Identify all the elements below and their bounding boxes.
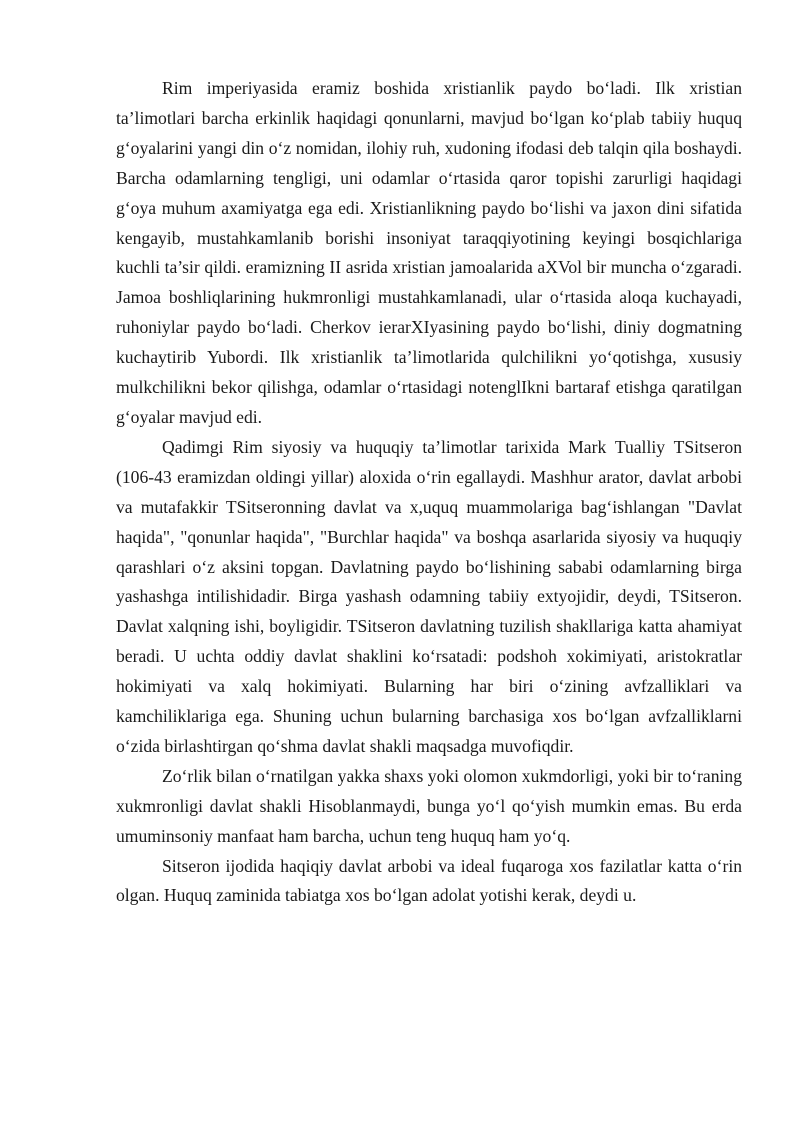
paragraph-cicero: Qadimgi Rim siyosiy va huquqiy ta’limotlar tarixida Mark Tualliy TSitseron (106-43 eramizdan oldingi yillar) aloxida o‘rin egallaydi. Mashhur arator, davlat arbobi va mutafakkir TSitseronning davlat va x,uquq muammolariga bag‘ishlangan "Davlat haqida", "qonunlar haqida", "Burchlar haqida" va boshqa asarlarida siyosiy va huquqiy qarashlari o‘z aksini topgan. Davlatning paydo bo‘lishining sababi odamlarning birga yashashga intilishidadir. Birga yashash odamning tabiiy extyojidir, deydi, TSitseron. Davlat xalqning ishi, boyligidir. TSitseron davlatning tuzilish shakllariga katta ahamiyat beradi. U uchta oddiy davlat shaklini ko‘rsatadi: podshoh xokimiyati, aristokratlar hokimiyati va xalq hokimiyati. Bularning har biri o‘zining avfzalliklari va kamchiliklariga ega. Shuning uchun bularning barchasiga xos bo‘lgan avfzalliklarni o‘zida birlashtirgan qo‘shma davlat shakli maqsadga muvofiqdir. (116, 436, 742, 756)
document-body (116, 74, 742, 911)
paragraph-tyranny: Zo‘rlik bilan o‘rnatilgan yakka shaxs yoki olomon xukmdorligi, yoki bir to‘raning xukmronligi davlat shakli Hisoblanmaydi, bunga yo‘l qo‘yish mumkin emas. Bu erda umuminsoniy manfaat ham barcha, uchun teng huquq ham yo‘q. (116, 765, 742, 846)
paragraph-ideal-citizen: Sitseron ijodida haqiqiy davlat arbobi va ideal fuqaroga xos fazilatlar katta o‘rin olgan. Huquq zaminida tabiatga xos bo‘lgan adolat yotishi kerak, deydi u. (116, 855, 742, 906)
paragraph-christianity: Rim imperiyasida eramiz boshida xristianlik paydo bo‘ladi. Ilk xristian ta’limotlari barcha erkinlik haqidagi qonunlarni, mavjud bo‘lgan ko‘plab tabiiy huquq g‘oyalarini yangi din o‘z nomidan, ilohiy ruh, xudoning ifodasi deb talqin qila boshaydi. Barcha odamlarning tengligi, uni odamlar o‘rtasida qaror topishi zarurligi haqidagi g‘oya muhum axamiyatga ega edi. Xristianlikning paydo bo‘lishi va jaxon dini sifatida kengayib, mustahkamlanib borishi insoniyat taraqqiyotining keyingi bosqichlariga kuchli ta’sir qildi. eramizning II asrida xristian jamoalarida aXVol bir muncha o‘zgaradi. Jamoa boshliqlarining hukmronligi mustahkamlanadi, ular o‘rtasida aloqa kuchayadi, ruhoniylar paydo bo‘ladi. Cherkov ierarXIyasining paydo bo‘lishi, diniy dogmatning kuchaytirib Yubordi. Ilk xristianlik ta’limotlarida qulchilikni yo‘qotishga, xususiy mulkchilikni bekor qilishga, odamlar o‘rtasidagi notenglIkni bartaraf etishga qaratilgan g‘oyalar mavjud edi. (116, 78, 742, 427)
